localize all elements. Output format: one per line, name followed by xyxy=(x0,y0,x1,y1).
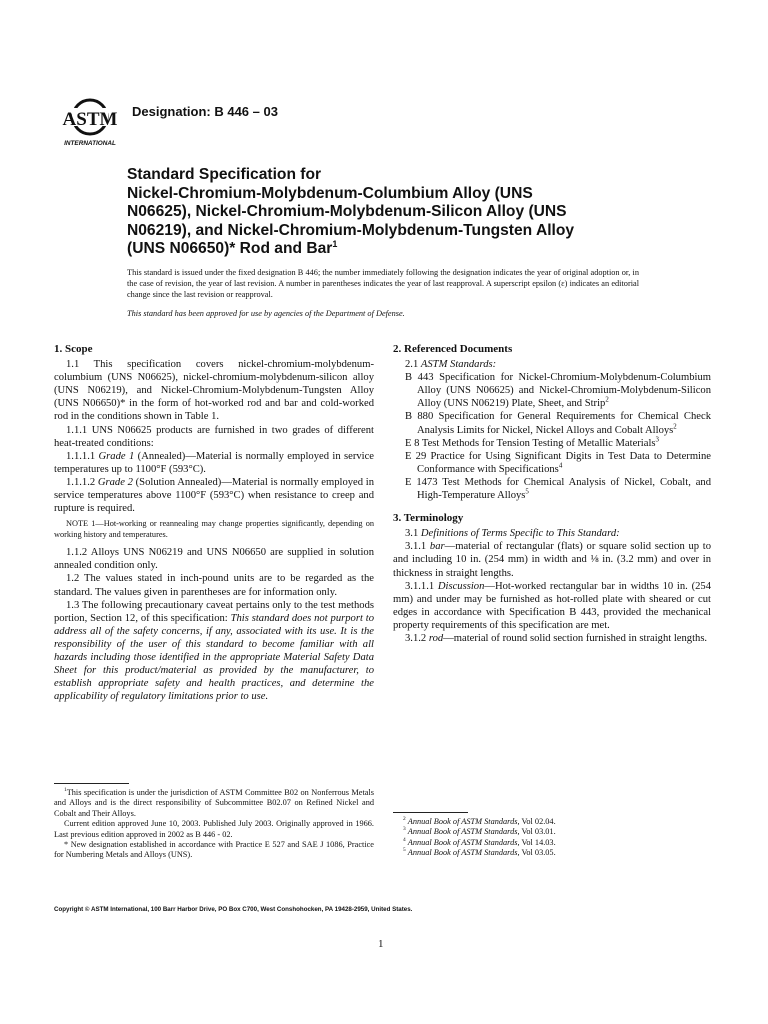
page-number: 1 xyxy=(378,938,384,950)
paragraph: 3.1.1.1 Discussion—Hot-worked rectangular bar in widths 10 in. (254 mm) and under may be furnished as hot-rolled plate with sheared or cut edges in accordance with Specification B 443, provided the mechanical property requirements of this specification are met. xyxy=(393,580,711,631)
paragraph: 1.1.1.1 Grade 1 (Annealed)—Material is normally employed in service temperatures up to 1100°F (593°C). xyxy=(54,450,375,475)
subsection-label: 2.1 ASTM Standards: xyxy=(405,359,497,371)
paragraph: 3.1.2 rod—material of round solid section furnished in straight lengths. xyxy=(405,632,708,644)
title-line: N06625), Nickel-Chromium-Molybdenum-Silicon Alloy (UNS xyxy=(127,203,567,221)
title-line: N06219), and Nickel-Chromium-Molybdenum-Tungsten Alloy xyxy=(127,221,575,239)
ref-item: B 443 Specification for Nickel-Chromium-Molybdenum-Columbium Alloy (UNS N06625) and Nickel-Chromium-Molybdenum-Silicon Alloy (UNS N06219) Plate, Sheet, and Strip$^2$ xyxy=(405,372,711,410)
section-heading-referenced-documents: 2. Referenced Documents xyxy=(393,343,513,355)
left-column xyxy=(54,343,374,703)
ref-item: B 880 Specification for General Requirements for Chemical Check Analysis Limits for Nickel, Nickel Alloys and Cobalt Alloys$^2$ xyxy=(405,411,711,436)
section-heading-scope: 1. Scope xyxy=(54,343,93,355)
approval-note: This standard has been approved for use by agencies of the Department of Defense. xyxy=(127,309,405,318)
ref-item: E 29 Practice for Using Significant Digits in Test Data to Determine Conformance with Specifications$^4$ xyxy=(405,450,711,475)
footnote: $^4$ Annual Book of ASTM Standards, Vol 14.03. xyxy=(403,837,556,847)
title-line: Nickel-Chromium-Molybdenum-Columbium Alloy (UNS xyxy=(127,184,533,202)
paragraph: 3.1 Definitions of Terms Specific to This Standard: xyxy=(405,528,620,540)
ref-item: E 1473 Test Methods for Chemical Analysis of Nickel, Cobalt, and High-Temperature Alloys$^5$ xyxy=(405,476,711,502)
title-line: Standard Specification for xyxy=(127,166,322,183)
designation: Designation: B 446 – 03 xyxy=(132,104,278,119)
astm-logo xyxy=(58,96,122,148)
copyright-line: Copyright © ASTM International, 100 Barr Harbor Drive, PO Box C700, West Conshohocken, PA 19428-2959, United States. xyxy=(54,906,413,913)
paragraph: 1.3 The following precautionary caveat pertains only to the test methods portion, Section 12, of this specification: This standard does not purport to address all of the safety concerns, if any, associated with its use. It is the responsibility of the user of this standard to become familiar with all hazards including those identified in the appropriate Material Safety Data Sheet for this product/material as provided by the manufacturer, to establish appropriate safety and health practices, and determine the applicability of regulatory limitations prior to use. xyxy=(54,599,374,703)
footnotes-right xyxy=(393,812,593,859)
logo-text: INTERNATIONAL xyxy=(64,140,116,147)
page-title xyxy=(127,166,687,259)
intro-note: This standard is issued under the fixed designation B 446; the number immediately following the designation indicates the year of original adoption or, in the case of revision, the year of last revision. A number in parentheses indicates the year of last reapproval. A superscript epsilon (ε) indicates an editorial change since the last revision or reapproval. xyxy=(127,268,639,299)
title-line: (UNS N06650)* Rod and Bar$^1$ xyxy=(127,239,338,258)
paragraph: 1.1.1.2 Grade 2 (Solution Annealed)—Material is normally employed in service temperatures above 1100°F (593°C) when resistance to creep and rupture is required. xyxy=(54,476,374,515)
footnote: $^5$ Annual Book of ASTM Standards, Vol 03.05. xyxy=(403,847,556,858)
footnote: $^1$This specification is under the jurisdiction of ASTM Committee B02 on Nonferrous Metals and Alloys and is the direct responsibility of Subcommittee B02.07 on Refined Nickel and Cobalt and Their Alloys. xyxy=(54,787,374,818)
paragraph: 1.1.1 UNS N06625 products are furnished in two grades of different heat-treated conditions: xyxy=(54,424,374,449)
right-column xyxy=(393,343,711,645)
footnote: * New designation established in accordance with Practice E 527 and SAE J 1086, Practice for Numbering Metals and Alloys (UNS). xyxy=(54,840,374,860)
paragraph: 1.2 The values stated in inch-pound units are to be regarded as the standard. The values given in parentheses are for information only. xyxy=(54,573,374,598)
section-heading-terminology: 3. Terminology xyxy=(393,512,464,525)
footnote-rule xyxy=(54,783,129,784)
ref-item: E 8 Test Methods for Tension Testing of Metallic Materials$^3$ xyxy=(405,436,659,449)
footnotes-left xyxy=(54,783,374,861)
paragraph: 3.1.1 bar—material of rectangular (flats) or square solid section up to and including 10 in. (254 mm) in width and ⅛ in. (3.2 mm) and over in thickness in straight lengths. xyxy=(393,541,711,579)
paragraph: 1.1 This specification covers nickel-chromium-molybdenum-columbium (UNS N06625), nickel-chromium-molybdenum-silicon alloy (UNS N06219), and Nickel-Chromium-Molybdenum-Tungsten Alloy (UNS N06650)* in the form of hot-worked rod and bar and cold-worked rod in the conditions shown in Table 1. xyxy=(54,359,374,423)
note-1: NOTE 1—Hot-working or reannealing may change properties significantly, depending on working history and temperatures. xyxy=(54,519,375,539)
footnote: Current edition approved June 10, 2003. Published July 2003. Originally approved in 1966. Last previous edition approved in 2002 as B 446 - 02. xyxy=(54,819,374,839)
astm-logo-icon xyxy=(58,96,122,148)
footnote: $^3$ Annual Book of ASTM Standards, Vol 03.01. xyxy=(403,826,556,837)
title-footnote-ref: 1 xyxy=(332,239,338,250)
svg-text:ASTM: ASTM xyxy=(62,109,118,130)
footnote: $^2$ Annual Book of ASTM Standards, Vol 02.04. xyxy=(403,816,556,826)
paragraph: 1.1.2 Alloys UNS N06219 and UNS N06650 are supplied in solution annealed condition only. xyxy=(54,547,374,572)
footnote-rule xyxy=(393,812,468,813)
